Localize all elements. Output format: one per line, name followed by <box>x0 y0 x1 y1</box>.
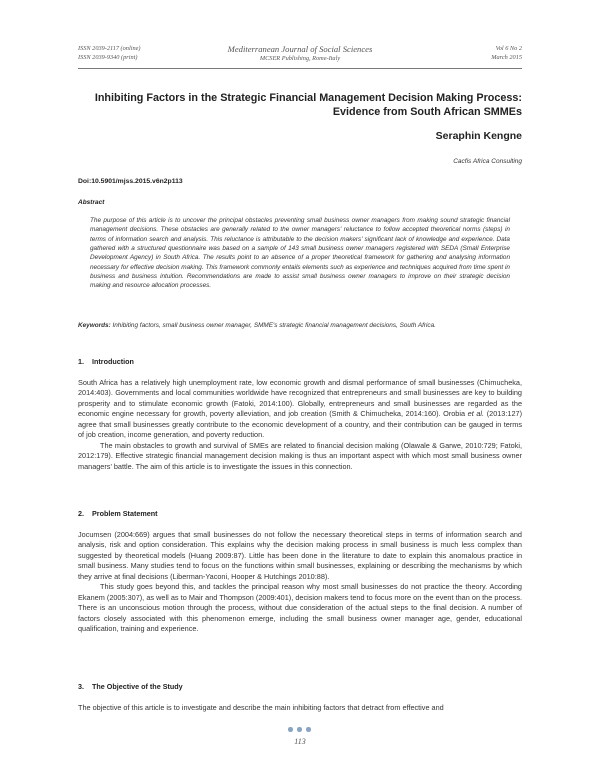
dot-icon <box>306 727 311 732</box>
doi: Doi:10.5901/mjss.2015.v6n2p113 <box>78 178 183 185</box>
journal-block <box>78 44 522 63</box>
issn-print: ISSN 2039-9340 (print) <box>78 54 138 61</box>
abstract-text: The purpose of this article is to uncover the principal obstacles preventing small business owner managers from making sound strategic financial management decisions. These obstacles are generally related to the owner managers' reluctance to follow accepted theoretical norms (steps) in terms of information search and analysis. This reluctance is attributable to the decision makers' significant lack of knowledge and experience. Data gathered with a structured questionnaire was based on a sample of 143 small business owner managers registered with SEDA (Small Enterprise Development Agency) in South Africa. The results point to an absence of a proper theoretical framework for gathering and analysing information necessary for effective decision making. This framework commonly entails elements such as experience and techniques acquired from time spent in business and business intuition. Recommendations are made to assist small business owner managers to improve on their strategic decision making and resource allocation processes. <box>90 217 510 290</box>
section-heading-problem-statement <box>78 509 158 518</box>
dot-icon <box>288 727 293 732</box>
paragraph: Jocumsen (2004:669) argues that small businesses do not follow the necessary theoretical steps in terms of information search and analysis, risk and option consideration. This explains why the decision making process in small business is much less complex than suggested by theoretical models (Huang 2009:87). Little has been done in the literature to date to explain this anomalous practice in small business. Many studies tend to focus on the functions within small businesses, explaining or describing the mechanisms by which they arrive at final decisions (Liberman-Yaconi, Hooper & Hutchings 2010:88). <box>78 530 522 581</box>
author-name: Seraphin Kengne <box>435 130 522 142</box>
title-line-2: Evidence from South African SMMEs <box>332 105 522 118</box>
paragraph-text: (2013:127) agree that small businesses greatly contribute to the economic development of a country, and their contribution can be gauged in terms of job creation, income generation, and poverty reduction. <box>78 409 522 440</box>
issue-date: March 2015 <box>491 54 522 61</box>
paragraph <box>78 378 522 441</box>
objective-body <box>78 703 522 713</box>
volume-issue: Vol 6 No 2 <box>495 45 522 52</box>
volume-block <box>491 44 522 62</box>
paragraph: This study goes beyond this, and tackles the principal reason why most small businesses do not practice the theory. According Ekanem (2005:307), as well as to Mair and Thompson (2009:401), decision makers tend to focus more on the event than on the process. There is an unconscious motion through the process, without due consideration of the actual steps to the final decision. A number of factors closely associated with this phenomenon emerge, including the small business owner manager age, gender, educational qualification, training and experience. <box>78 582 522 634</box>
section-number: 1. <box>78 357 84 366</box>
journal-name: Mediterranean Journal of Social Sciences <box>227 44 373 54</box>
issn-online: ISSN 2039-2117 (online) <box>78 45 141 52</box>
problem-statement-body <box>78 530 522 635</box>
section-title: Problem Statement <box>92 509 158 518</box>
section-title: The Objective of the Study <box>92 682 183 691</box>
running-header <box>78 44 522 68</box>
section-heading-introduction <box>78 357 134 366</box>
footer-dots-ornament <box>288 727 312 733</box>
paragraph: The main obstacles to growth and survival of SMEs are related to financial decision making (Olawale & Garwe, 2010:729; Fatoki, 2012:179). Effective strategic financial management decision making is thus an important aspect with which most small business owner managers' battle. The aim of this article is to investigate the issues in this connection. <box>78 440 522 471</box>
introduction-body <box>78 378 522 472</box>
article-title <box>78 92 522 119</box>
section-number: 2. <box>78 509 84 518</box>
paragraph: The objective of this article is to investigate and describe the main inhibiting factors that detract from effective and <box>78 703 444 712</box>
paragraph-text: South Africa has a relatively high unemployment rate, low economic growth and dismal performance of small businesses (Chimucheka, 2014:403). Governments and local communities worldwide have recognized that entrepreneurs and small businesses are key to building prosperity and to stimulate economic growth (Fatoki, 2014:100). Globally, entrepreneurs and small businesses are regarded as the economic engine necessary for growth, poverty alleviation, and job creation (Smith & Chimucheka, 2014:160). Orobia <box>78 378 522 419</box>
publisher: MCSER Publishing, Rome-Italy <box>259 55 341 62</box>
title-line-1: Inhibiting Factors in the Strategic Financial Management Decision Making Process: <box>94 92 522 104</box>
abstract-heading: Abstract <box>78 199 105 206</box>
section-number: 3. <box>78 682 84 691</box>
keywords-text: Inhibiting factors, small business owner manager, SMME's strategic financial management decisions, South Africa. <box>112 322 436 329</box>
keywords <box>78 322 522 329</box>
keywords-label: Keywords: <box>78 322 111 329</box>
page-number: 113 <box>294 737 306 746</box>
header-rule <box>78 68 522 69</box>
author-affiliation: Cacfis Africa Consulting <box>453 158 522 165</box>
citation-et-al: et al. <box>467 409 485 419</box>
section-heading-objective <box>78 682 183 691</box>
dot-icon <box>297 727 302 732</box>
section-title: Introduction <box>92 357 134 366</box>
